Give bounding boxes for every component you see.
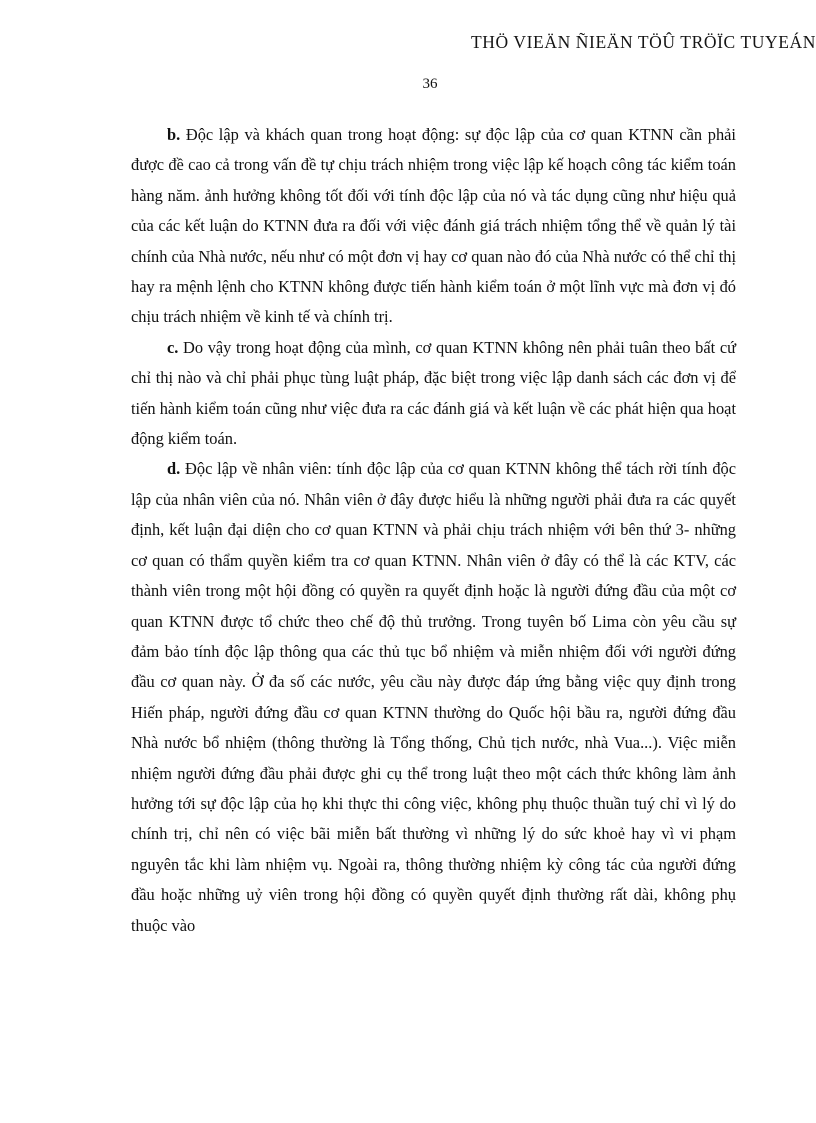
paragraph-b [131,120,736,333]
paragraph-text: Độc lập và khách quan trong hoạt động: sự độc lập của cơ quan KTNN cần phải được đề cao cả trong vấn đề tự chịu trách nhiệm trong việc lập kế hoạch công tác kiểm toán hàng năm. ảnh hưởng không tốt đối với tính độc lập của nó và tác dụng cũng như hiệu quả của các kết luận do KTNN đưa ra đối với việc đánh giá trách nhiệm tổng thể về quản lý tài chính của Nhà nước, nếu như có một đơn vị hay cơ quan nào đó của Nhà nước có thể chỉ thị hay ra mệnh lệnh cho KTNN không được tiến hành kiểm toán ở một lĩnh vực mà đơn vị đó chịu trách nhiệm về kinh tế và chính trị. [131,125,736,327]
paragraph-label: c. [167,337,179,357]
document-body [131,120,736,941]
paragraph-label: d. [167,459,181,479]
paragraph-c [131,333,736,455]
library-header: THÖ VIEÄN ÑIEÄN TÖÛ TRÖÏC TUYEÁN [470,32,816,52]
paragraph-d [131,454,736,941]
paragraph-label: b. [167,125,181,144]
page-number: 36 [422,76,438,92]
paragraph-text: Độc lập về nhân viên: tính độc lập của cơ quan KTNN không thể tách rời tính độc lập của nhân viên của nó. Nhân viên ở đây được hiểu là những người phải đưa ra các quyết định, kết luận đại diện cho cơ quan KTNN và phải chịu trách nhiệm với bên thứ 3- những cơ quan có thẩm quyền kiểm tra cơ quan KTNN. Nhân viên ở đây có thể là các KTV, các thành viên trong một hội đồng có quyền ra quyết định hoặc là người đứng đầu của một cơ quan KTNN được tổ chức theo chế độ thủ trưởng. Trong tuyên bố Lima còn yêu cầu sự đảm bảo tính độc lập thông qua các thủ tục bổ nhiệm và miễn nhiệm đối với người đứng đầu cơ quan này. Ở đa số các nước, yêu cầu này được đáp ứng bằng việc quy định trong Hiến pháp, người đứng đầu cơ quan KTNN thường do Quốc hội bầu ra, người đứng đầu Nhà nước bổ nhiệm (thông thường là Tổng thống, Chủ tịch nước, nhà Vua...). Việc miễn nhiệm người đứng đầu phải được ghi cụ thể trong luật theo một cách thức không làm ảnh hưởng tới sự độc lập của họ khi thực thi công việc, không phụ thuộc thuần tuý chỉ vì lý do chính trị, chỉ nên có việc bãi miễn bất thường vì những lý do sức khoẻ hay vì vi phạm nguyên tắc khi làm nhiệm vụ. Ngoài ra, thông thường nhiệm kỳ công tác của người đứng đầu hoặc những uỷ viên trong hội đồng có quyền quyết định thường rất dài, không phụ thuộc vào [131,459,736,935]
paragraph-text: Do vậy trong hoạt động của mình, cơ quan KTNN không nên phải tuân theo bất cứ chỉ thị nào và chỉ phải phục tùng luật pháp, đặc biệt trong việc lập danh sách các đơn vị để tiến hành kiểm toán cũng như việc đưa ra các đánh giá và kết luận về các phát hiện qua hoạt động kiểm toán. [131,337,736,449]
